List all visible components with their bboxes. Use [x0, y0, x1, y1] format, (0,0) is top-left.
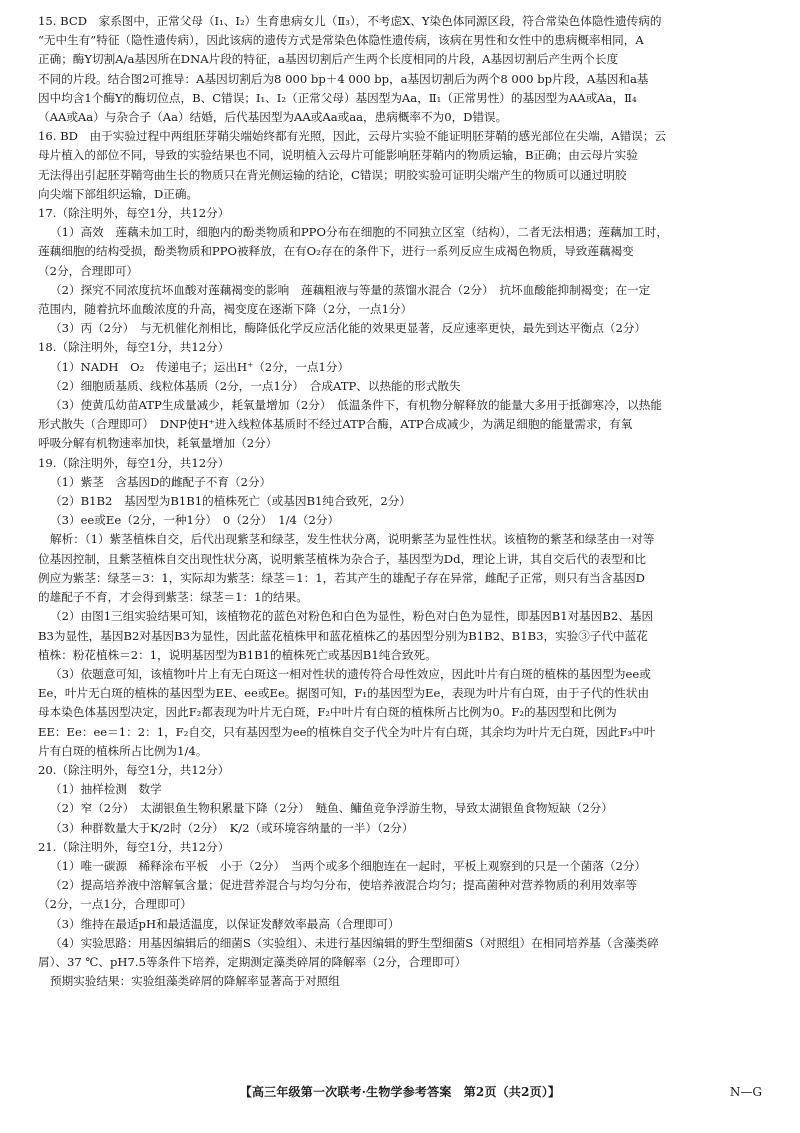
footer-title: 【高三年级第一次联考·生物学参考答案 第2页（共2页）】	[239, 1085, 561, 1099]
text-line: EE：Ee：ee＝1：2：1，F₂自交，只有基因型为ee的植株自交子代全为叶片有白斑，其余均为叶片无白斑，因此F₃中叶	[38, 724, 656, 739]
text-line: 向尖端下部组织运输，D正确。	[38, 186, 199, 201]
text-line: 片有白斑的植株所占比例为1/4。	[38, 743, 208, 758]
answer-content	[38, 12, 764, 991]
text-line: （1）紫茎 含基因D的雌配子不育（2分）	[50, 474, 272, 489]
text-line: （2）细胞质基质、线粒体基质（2分，一点1分） 合成ATP、以热能的形式散失	[50, 378, 461, 393]
text-line: 形式散失（合理即可） DNP使H⁺进入线粒体基质时不经过ATP合酶，ATP合成减少，为满足细胞的能量需求，有氧	[38, 417, 633, 432]
text-line: （4）实验思路：用基因编辑后的细菌S（实验组）、未进行基因编辑的野生型细菌S（对照组）在相同培养基（含藻类碎	[50, 935, 659, 950]
text-line: （2分，合理即可）	[38, 263, 139, 278]
text-line: 正确；酶Y切割A/a基因所在DNA片段的特征，a基因切割后产生两个长度相同的片段，A基因切割后产生两个长度	[38, 52, 619, 67]
footer-code: N—G	[729, 1085, 762, 1099]
text-line: B3为显性，基因B2对基因B3为显性，因此蓝花植株甲和蓝花植株乙的基因型分别为B1B2、B1B3，实验③子代中蓝花	[38, 628, 648, 643]
text-line: （1）高效 莲藕未加工时，细胞内的酚类物质和PPO分布在细胞的不同独立区室（结构），二者无法相遇；莲藕加工时，	[50, 225, 668, 240]
text-line: “无中生有”特征（隐性遗传病），因此该病的遗传方式是常染色体隐性遗传病，该病在男性和女性中的患病概率相同，A	[38, 33, 644, 48]
text-line: 呼吸分解有机物速率加快，耗氧量增加（2分）	[38, 436, 278, 451]
text-line: 18.（除注明外，每空1分，共12分）	[38, 340, 230, 355]
text-line: 15. BCD 家系图中，正常父母（Ⅰ₁、Ⅰ₂）生育患病女儿（Ⅱ₃），不考虑X、Y染色体同源区段，符合常染色体隐性遗传病的	[38, 14, 662, 28]
text-line: 母本染色体基因型决定，因此F₂都表现为叶片无白斑，F₂中叶片有白斑的植株所占比例为0。F₂的基因型和比例为	[38, 705, 617, 720]
text-line: （3）维持在最适pH和最适温度，以保证发酵效率最高（合理即可）	[50, 916, 400, 931]
text-line: 范围内，随着抗坏血酸浓度的升高，褐变度在逐渐下降（2分，一点1分）	[38, 302, 413, 317]
text-line: 19.（除注明外，每空1分，共12分）	[38, 455, 230, 470]
text-line: （1）NADH O₂ 传递电子；运出H⁺（2分，一点1分）	[50, 359, 350, 374]
text-line: 解析：（1）紫茎植株自交，后代出现紫茎和绿茎，发生性状分离，说明紫茎为显性性状。该植物的紫茎和绿茎由一对等	[50, 532, 655, 547]
text-line: （2）提高培养液中溶解氧含量；促进营养混合与均匀分布，使培养液混合均匀；提高菌种对营养物质的利用效率等	[50, 878, 638, 893]
text-line: （3）使黄瓜幼苗ATP生成量减少，耗氧量增加（2分） 低温条件下，有机物分解释放的能量大多用于抵御寒冷，以热能	[50, 398, 662, 413]
text-line: Ee，叶片无白斑的植株的基因型为EE、ee或Ee。据图可知，F₁的基因型为Ee，表现为叶片有白斑，由于子代的性状由	[38, 686, 650, 701]
text-line: 因中均含1个酶Y的酶切位点，B、C错误；Ⅰ₁、Ⅰ₂（正常父母）基因型为Aa，Ⅱ₁（正常男性）的基因型为AA或Aa，Ⅱ₄	[38, 90, 637, 105]
text-line: 莲藕细胞的结构受损，酚类物质和PPO被释放，在有O₂存在的条件下，进行一系列反应生成褐色物质，导致莲藕褐变	[38, 244, 634, 259]
text-line: （2）窄（2分） 太湖银鱼生物积累量下降（2分） 鲢鱼、鳙鱼竞争浮游生物，导致太湖银鱼食物短缺（2分）	[50, 801, 613, 816]
text-line: 位基因控制，且紫茎植株自交出现性状分离，说明紫茎植株为杂合子，基因型为Dd，理论上讲，其自交后代的表型和比	[38, 551, 647, 566]
text-line: 预期实验结果：实验组藻类碎屑的降解率显著高于对照组	[50, 974, 340, 989]
text-line: （3）ee或Ee（2分，一种1分） 0（2分） 1/4（2分）	[50, 513, 340, 528]
text-line: 17.（除注明外，每空1分，共12分）	[38, 206, 230, 221]
text-line: 21.（除注明外，每空1分，共12分）	[38, 839, 230, 854]
text-line: （2）B1B2 基因型为B1B1的植株死亡（或基因B1纯合致死，2分）	[50, 494, 411, 509]
text-line: （2）探究不同浓度抗坏血酸对莲藕褐变的影响 莲藕粗液与等量的蒸馏水混合（2分） 抗坏血酸能抑制褐变；在一定	[50, 282, 651, 297]
text-line: 无法得出引起胚芽鞘弯曲生长的物质只在背光侧运输的结论，C错误；明胶实验可证明尖端产生的物质可以通过明胶	[38, 167, 627, 182]
text-line: 不同的片段。结合图2可推导：A基因切割后为8 000 bp＋4 000 bp，a基因切割后为两个8 000 bp片段，A基因和a基	[38, 71, 649, 86]
text-line: （3）依题意可知，该植物叶片上有无白斑这一相对性状的遗传符合母性效应，因此叶片有白斑的植株的基因型为ee或	[50, 666, 651, 681]
text-line: （2）由图1三组实验结果可知，该植物花的蓝色对粉色和白色为显性，粉色对白色为显性，即基因B1对基因B2、基因	[50, 609, 654, 624]
text-line: 母片植入的部位不同，导致的实验结果也不同，说明植入云母片可能影响胚芽鞘内的物质运输，B正确；由云母片实验	[38, 148, 638, 163]
text-line: （1）抽样检测 数学	[50, 782, 162, 797]
text-line: 植株：粉花植株＝2：1，说明基因型为B1B1的植株死亡或基因B1纯合致死。	[38, 647, 437, 662]
text-line: 例应为紫茎：绿茎＝3：1，实际却为紫茎：绿茎＝1：1，若其产生的雄配子存在异常，雌配子正常，则只有当含基因D	[38, 570, 645, 585]
text-line: （3）种群数量大于K/2时（2分） K/2（或环境容纳量的一半）（2分）	[50, 820, 414, 835]
text-line: （2分，一点1分，合理即可）	[38, 897, 192, 912]
text-line: 16. BD 由于实验过程中两组胚芽鞘尖端始终都有光照，因此，云母片实验不能证明胚芽鞘的感光部位在尖端，A错误；云	[38, 129, 667, 144]
text-line: （AA或Aa）与杂合子（Aa）结婚，后代基因型为AA或Aa或aa，患病概率不为0，D错误。	[38, 110, 508, 125]
text-line: 屑）、37 ℃、pH7.5等条件下培养，定期测定藻类碎屑的降解率（2分，合理即可）	[38, 954, 467, 969]
text-line: 的雄配子不育，才会得到紫茎：绿茎＝1：1的结果。	[38, 590, 308, 605]
text-line: 20.（除注明外，每空1分，共12分）	[38, 762, 230, 777]
text-line: （3）丙（2分） 与无机催化剂相比，酶降低化学反应活化能的效果更显著，反应速率更快，最先到达平衡点（2分）	[50, 321, 647, 336]
text-line: （1）唯一碳源 稀释涂布平板 小于（2分） 当两个或多个细胞连在一起时，平板上观察到的只是一个菌落（2分）	[50, 858, 647, 873]
